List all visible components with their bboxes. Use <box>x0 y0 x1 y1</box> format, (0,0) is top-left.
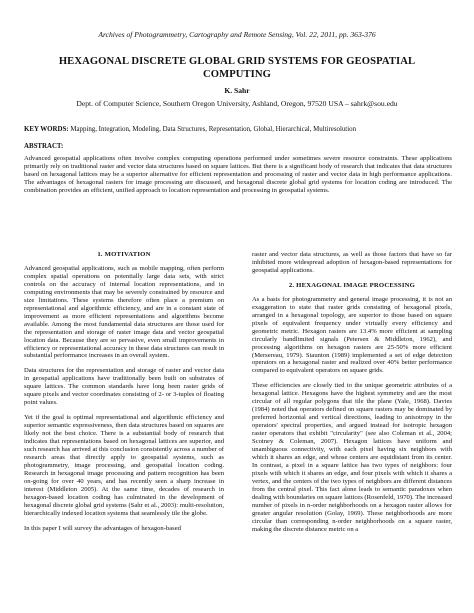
author-name: K. Sahr <box>224 86 250 95</box>
journal-citation-line: Archives of Photogrammetry, Cartography and Remote Sensing, Vol. 22, 2011, pp. 363-376 <box>98 30 376 39</box>
body-paragraph: As a basis for photogrammetry and general image processing, it is not an exaggeration to state that raster grids consisting of hexagonal pixels, arranged in a hexagonal topology, are superior to those based on square pixels of equivalent frequency under virtually every efficiency and geometric metric. Hexagon rasters are 13.4% more efficient at sampling circularly bandlimited signals (Petersen & Middleton, 1962), and processing algorithms on hexagon rasters are 25-50% more efficient (Mersereau, 1979). Staunton (1989) implemented a set of edge detection operators on a hexagonal raster and realized over 40% better performance compared to equivalent operators on square grids. <box>252 295 452 375</box>
body-paragraph: Yet if the goal is optimal representational and algorithmic efficiency and superior semantic expressiveness, then data structures based on squares are likely not the best choice. There is a substantial body of research that indicates that representations based on hexagonal lattices are superior, and such research has arrived at this conclusion consistently across a number of research areas that directly apply to geospatial systems, such as photogrammetry, image processing, and geospatial location coding. Research in hexagonal image processing and pattern recognition has been on-going for over 40 years, and has recently seen a sharp increase in interest (Middleton 2005). At the same time, decades of research in hexagon-based location coding has culminated in the development of hexagonal discrete global grid systems (Sahr et al., 2003): multi-resolution, hierarchically indexed location systems that seamlessly tile the globe. <box>24 414 224 517</box>
paper-title: HEXAGONAL DISCRETE GLOBAL GRID SYSTEMS FOR GEOSPATIAL COMPUTING <box>58 56 416 80</box>
body-paragraph: Data structures for the representation and storage of raster and vector data in geospatial applications have traditionally been built on substrates of square lattices. The common standards have long been raster grids of square pixels and vector coordinates consisting of 2- or 3-tuples of floating point values. <box>24 367 224 407</box>
body-paragraph: These efficiencies are closely tied to the unique geometric attributes of a hexagonal lattice. Hexagons have the highest symmetry and are the most circular of all regular polygons that tile the plane (Yale, 1968). Davies (1984) noted that operators defined on square rasters may be dominated by preferred horizontal and vertical directions, leading to anisotropy in the operators' spectral properties, and argued instead for isotropic hexagon raster operators that exhibit "circularity" (see also Coleman et al., 2004; Scotney & Coleman, 2007). Hexagon lattices have uniform and unambiguous connectivity, with each pixel having six neighbors with which it shares an edge, and whose centers are equidistant from its center. In contrast, a pixel in a square lattice has two types of neighbors: four pixels with which it shares an edge, and four pixels with which it shares a vertex, and the centers of the two types of neighbors are different distances from the central pixel. This fact alone leads to semantic paradoxes when dealing with boundaries on square lattices (Rosenfeld, 1970). The increased number of pixels in n-order neighborhoods on a hexagon raster allows for greater angular resolution (Golay, 1969). These neighborhoods are more circular than corresponding n-order neighborhoods on a square raster, making the discrete distance metric on a <box>252 382 453 533</box>
body-paragraph-continued: raster and vector data structures, as well as those factors that have so far inhibited more widespread adoption of hexagon-based representations for geospatial applications. <box>252 251 452 274</box>
abstract-body: Advanced geospatial applications often involve complex computing operations performed under sometimes severe resource constraints. These applications primarily rely on traditional raster and vector data structures based on square lattices. But there is a significant body of research that indicates that data structures based on hexagonal lattices may be a superior alternative for efficient representation and processing of raster and vector data in high performance applications. The advantages of hexagonal rasters for image processing are discussed, and hexagonal discrete global grid systems for location coding are introduced. The combination provides an efficient, unified approach to location representation and processing in geospatial systems. <box>24 155 452 194</box>
keywords-label: KEY WORDS: <box>24 126 69 133</box>
author-affiliation: Dept. of Computer Science, Southern Oregon University, Ashland, Oregon, 97520 USA – sahrk@sou.edu <box>76 99 398 108</box>
body-paragraph: In this paper I will survey the advantages of hexagon-based <box>24 524 181 532</box>
body-paragraph: Advanced geospatial applications, such as mobile mapping, often perform complex spatial operations on potentially large data sets, with strict controls on the accuracy of internal location representations, and in computing environments that may be severely constrained by resource and size limitations. These systems therefore often place a premium on representational and algorithmic efficiency, and are in a constant state of improvement as more efficient representations and algorithms become available. Among the most fundamental data structures are those used for the representation and storage of raster image data and vector geospatial location data. Because they are so pervasive, even small improvements in efficiency or representational accuracy in these data structures can result in substantial performance increases in an overall system. <box>24 265 224 360</box>
section-heading-hexagonal-image-processing: 2. HEXAGONAL IMAGE PROCESSING <box>288 281 416 289</box>
keywords-block <box>24 126 452 134</box>
left-column <box>24 251 224 540</box>
abstract-heading: ABSTRACT: <box>24 143 64 150</box>
keywords-text: Mapping, Integration, Modeling, Data Structures, Representation, Global, Hierarchical, Multiresolution <box>68 126 357 133</box>
right-column <box>252 251 452 541</box>
section-heading-motivation: 1. MOTIVATION <box>97 251 151 258</box>
